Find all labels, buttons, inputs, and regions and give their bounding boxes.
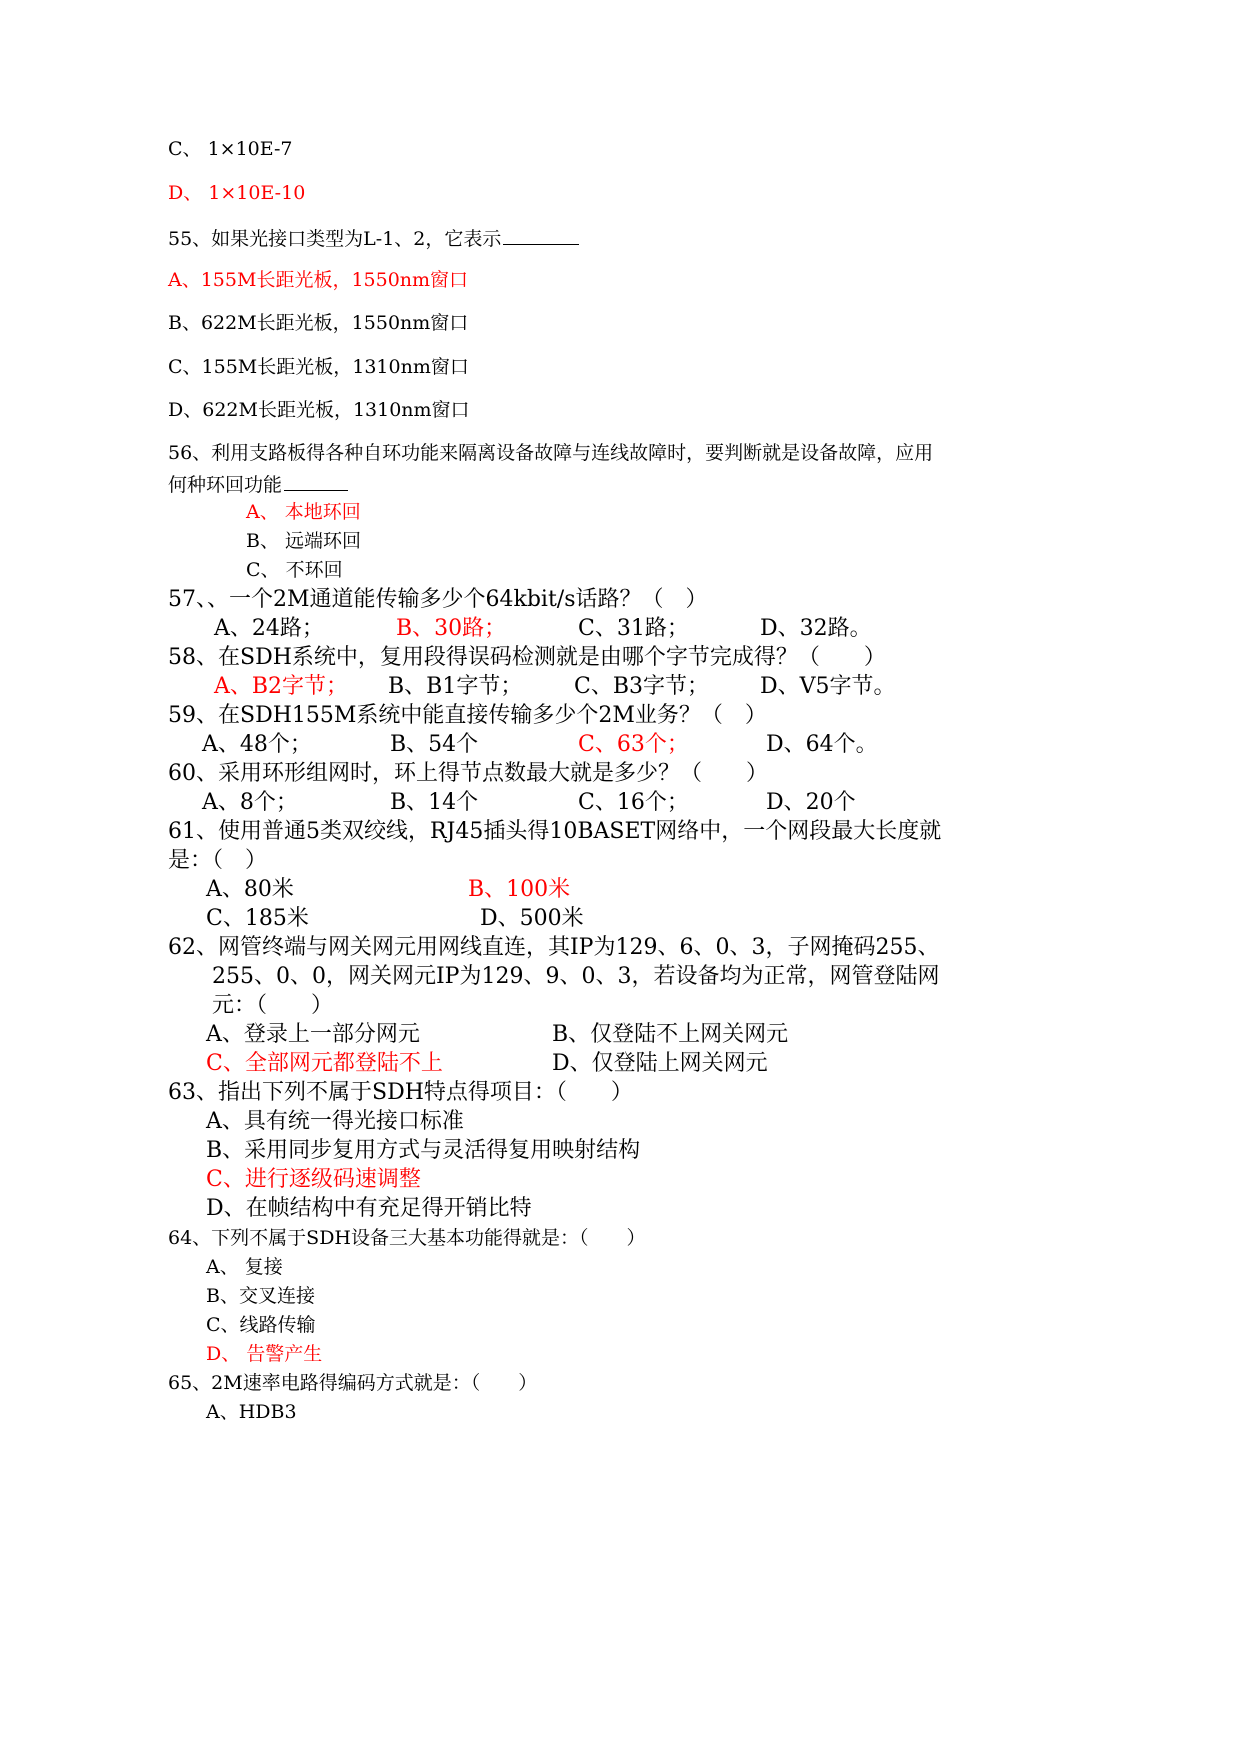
q57-option-d: D、32路。 <box>760 616 872 641</box>
q55-option-d: D、622M长距光板，1310nm窗口 <box>168 399 470 421</box>
q56-stem-line2: 何种环回功能 <box>168 474 348 495</box>
q55-option-c: C、155M长距光板，1310nm窗口 <box>168 356 469 378</box>
q61-option-b: B、100米 <box>468 877 571 902</box>
q63-option-a: A、具有统一得光接口标准 <box>206 1109 464 1134</box>
q60-option-d: D、20个 <box>766 790 856 815</box>
q61-stem-line2: 是：（ ） <box>168 848 268 873</box>
q63-option-b: B、采用同步复用方式与灵活得复用映射结构 <box>206 1138 641 1163</box>
q62-option-d: D、仅登陆上网关网元 <box>552 1051 768 1076</box>
answer-blank <box>503 228 579 245</box>
q62-option-a: A、登录上一部分网元 <box>206 1022 420 1047</box>
q58-stem: 58、在SDH系统中，复用段得误码检测就是由哪个字节完成得？（ ） <box>168 645 886 670</box>
q54-option-d: D、 1×10E-10 <box>168 182 306 204</box>
q60-option-b: B、14个 <box>390 790 479 815</box>
q59-option-c: C、63个； <box>578 732 689 757</box>
q62-stem-line1: 62、网管终端与网关网元用网线直连，其IP为129、6、0、3，子网掩码255、 <box>168 935 940 960</box>
q55-stem: 55、如果光接口类型为L-1、2，它表示 <box>168 228 579 249</box>
q57-stem: 57、、一个2M通道能传输多少个64kbit/s话路？（ ） <box>168 587 708 612</box>
q63-stem: 63、指出下列不属于SDH特点得项目：（ ） <box>168 1080 633 1105</box>
q57-option-c: C、31路； <box>578 616 689 641</box>
q55-option-a: A、155M长距光板，1550nm窗口 <box>168 269 469 291</box>
q58-option-b: B、B1字节； <box>388 674 523 699</box>
q63-option-d: D、在帧结构中有充足得开销比特 <box>206 1196 532 1221</box>
answer-blank <box>284 474 348 491</box>
q57-option-b: B、30路； <box>396 616 507 641</box>
q65-option-a: A、HDB3 <box>206 1401 297 1423</box>
q64-option-d: D、 告警产生 <box>206 1343 323 1365</box>
q61-option-d: D、500米 <box>480 906 584 931</box>
q59-stem: 59、在SDH155M系统中能直接传输多少个2M业务？（ ） <box>168 703 767 728</box>
q61-option-a: A、80米 <box>206 877 294 902</box>
q55-option-b: B、622M长距光板，1550nm窗口 <box>168 312 469 334</box>
q62-stem-line2: 255、0、0，网关网元IP为129、9、0、3，若设备均为正常，网管登陆网 <box>212 964 940 989</box>
q59-option-a: A、48个； <box>202 732 312 757</box>
q54-option-c: C、 1×10E-7 <box>168 138 293 160</box>
q59-option-d: D、64个。 <box>766 732 878 757</box>
q65-stem: 65、2M速率电路得编码方式就是：（ ） <box>168 1372 538 1394</box>
q56-option-c: C、 不环回 <box>246 559 343 581</box>
q62-option-b: B、仅登陆不上网关网元 <box>552 1022 789 1047</box>
q64-stem: 64、下列不属于SDH设备三大基本功能得就是：（ ） <box>168 1227 646 1249</box>
q60-option-c: C、16个； <box>578 790 689 815</box>
q62-option-c: C、全部网元都登陆不上 <box>206 1051 443 1076</box>
q60-stem: 60、采用环形组网时，环上得节点数最大就是多少？（ ） <box>168 761 768 786</box>
q59-option-b: B、54个 <box>390 732 479 757</box>
q63-option-c: C、进行逐级码速调整 <box>206 1167 421 1192</box>
q56-stem-line1: 56、利用支路板得各种自环功能来隔离设备故障与连线故障时，要判断就是设备故障，应用 <box>168 442 934 464</box>
q62-stem-line3: 元：（ ） <box>212 993 334 1018</box>
q61-stem-line1: 61、使用普通5类双绞线，RJ45插头得10BASET网络中，一个网段最大长度就 <box>168 819 942 844</box>
q64-option-b: B、交叉连接 <box>206 1285 315 1307</box>
q58-option-d: D、V5字节。 <box>760 674 896 699</box>
q61-option-c: C、185米 <box>206 906 309 931</box>
q57-option-a: A、24路； <box>214 616 324 641</box>
q64-option-c: C、线路传输 <box>206 1314 316 1336</box>
q58-option-a: A、B2字节； <box>214 674 349 699</box>
q58-option-c: C、B3字节； <box>574 674 709 699</box>
q56-option-b: B、 远端环回 <box>246 530 362 552</box>
q60-option-a: A、8个； <box>202 790 298 815</box>
q56-option-a: A、 本地环回 <box>246 501 361 523</box>
q64-option-a: A、 复接 <box>206 1256 283 1278</box>
